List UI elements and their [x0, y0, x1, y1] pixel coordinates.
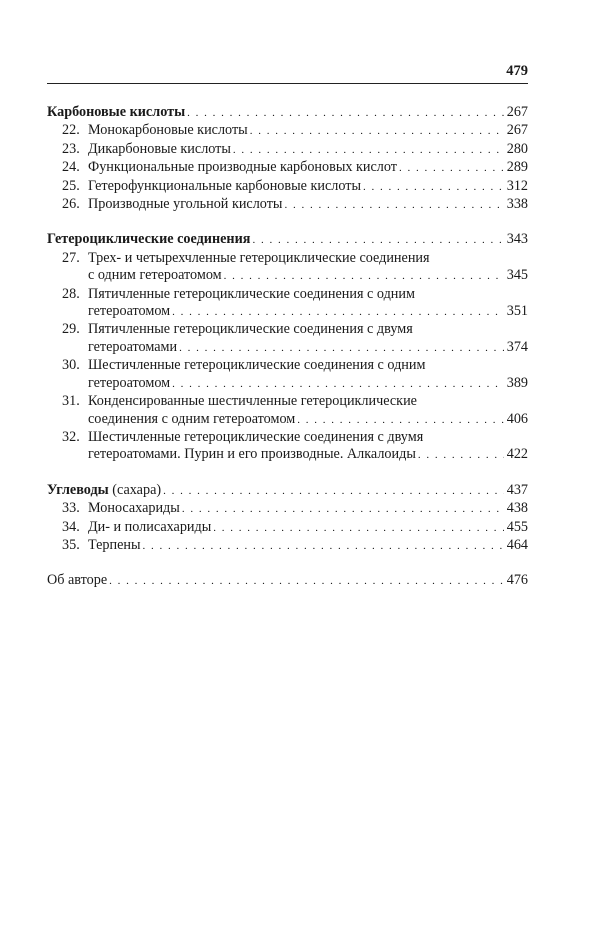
toc-entry-row — [47, 122, 528, 140]
entry-number: 31. — [62, 393, 80, 410]
dot-leader — [172, 304, 504, 321]
entry-label — [62, 519, 211, 536]
section-title — [47, 104, 185, 121]
entry-text: Ди- и полисахариды — [88, 518, 212, 535]
entry-page: 389 — [506, 374, 528, 391]
about-author-page: 476 — [506, 572, 528, 589]
entry-label — [88, 267, 222, 284]
toc-entry-row — [47, 500, 528, 518]
entry-number: 30. — [62, 357, 80, 374]
entry-page: 312 — [506, 177, 528, 194]
entry-page: 464 — [506, 536, 528, 553]
entry-text: Дикарбоновые кислоты — [88, 140, 231, 157]
dot-leader — [213, 520, 504, 537]
entry-page: 406 — [506, 410, 528, 427]
entry-label — [88, 375, 170, 392]
entry-text: Терпены — [88, 536, 141, 553]
entry-text: Шестичленные гетероциклические соединения с одним — [88, 357, 426, 374]
toc-entry-row — [47, 446, 528, 464]
entry-text: Пятичленные гетероциклические соединения с одним — [88, 285, 415, 302]
dot-leader — [363, 179, 504, 196]
entry-page: 374 — [506, 338, 528, 355]
entry-text: гетероатомом — [88, 303, 171, 320]
entry-number: 23. — [62, 140, 80, 157]
section-title — [47, 231, 250, 248]
section-page: 437 — [506, 481, 528, 498]
toc-entry-row — [47, 267, 528, 285]
toc-section — [47, 104, 528, 214]
toc-entry-row — [47, 339, 528, 357]
dot-leader — [399, 160, 504, 177]
section-title-row — [47, 104, 528, 122]
entry-text: Пятичленные гетероциклические соединения с двумя — [88, 321, 413, 338]
entry-text: гетероатомами — [88, 338, 178, 355]
dot-leader — [233, 142, 504, 159]
toc-entry-row — [47, 196, 528, 214]
entry-label — [62, 196, 282, 213]
entry-number: 33. — [62, 500, 80, 517]
header-rule — [47, 83, 528, 84]
entry-number: 28. — [62, 285, 80, 302]
dot-leader — [297, 412, 504, 429]
dot-leader — [418, 447, 504, 464]
section-title-bold: Углеводы — [47, 481, 109, 498]
toc-entry-row — [47, 519, 528, 537]
entry-number: 29. — [62, 321, 80, 338]
entry-text: Гетерофункциональные карбоновые кислоты — [88, 177, 361, 194]
toc-entry-line — [47, 393, 528, 410]
toc-entry-line — [47, 286, 528, 303]
toc-entry-row — [47, 141, 528, 159]
dot-leader — [284, 197, 504, 214]
entry-page: 422 — [506, 446, 528, 463]
entry-label — [88, 446, 416, 463]
section-title-row — [47, 231, 528, 249]
entry-text: Функциональные производные карбоновых кислот — [88, 159, 397, 176]
toc-entry-row — [47, 411, 528, 429]
entry-page: 351 — [506, 303, 528, 320]
dot-leader — [143, 538, 504, 555]
entry-text: Шестичленные гетероциклические соединения с двумя — [88, 428, 424, 445]
toc-entry-row — [47, 159, 528, 177]
entry-label — [88, 339, 177, 356]
entry-number: 24. — [62, 159, 80, 176]
section-title-bold: Гетероциклические соединения — [47, 231, 251, 248]
entry-page: 455 — [506, 518, 528, 535]
toc-entry-row — [47, 303, 528, 321]
entry-number: 27. — [62, 249, 80, 266]
entry-text: соединения с одним гетероатомом — [88, 410, 296, 427]
dot-leader — [179, 340, 504, 357]
entry-text: Трех- и четырехчленные гетероциклические соединения — [88, 249, 430, 266]
entry-number: 26. — [62, 196, 80, 213]
entry-text: гетероатомом — [88, 374, 171, 391]
entry-number: 25. — [62, 177, 80, 194]
entry-number: 34. — [62, 518, 80, 535]
dot-leader — [109, 573, 504, 590]
entry-label — [62, 141, 231, 158]
dot-leader — [250, 123, 504, 140]
entry-page: 267 — [506, 122, 528, 139]
entry-page: 338 — [506, 196, 528, 213]
toc-section — [47, 482, 528, 556]
dot-leader — [172, 376, 504, 393]
table-of-contents — [47, 104, 528, 591]
dot-leader — [252, 232, 504, 249]
about-author-label: Об авторе — [47, 572, 108, 589]
entry-text: Конденсированные шестичленные гетероциклические — [88, 393, 417, 410]
entry-page: 289 — [506, 159, 528, 176]
section-title — [47, 482, 161, 499]
entry-text: Производные угольной кислоты — [88, 196, 283, 213]
section-title-row — [47, 482, 528, 500]
section-page: 267 — [506, 104, 528, 120]
entry-label — [62, 500, 180, 517]
toc-entry-line — [47, 250, 528, 267]
entry-text: Моносахариды — [88, 500, 180, 517]
dot-leader — [224, 268, 504, 285]
toc-entry-line — [47, 429, 528, 446]
entry-label — [62, 178, 361, 195]
entry-label — [62, 537, 141, 554]
entry-number: 35. — [62, 536, 80, 553]
entry-label — [88, 411, 295, 428]
entry-text: гетероатомами. Пурин и его производные. Алкалоиды — [88, 446, 416, 463]
entry-page: 345 — [506, 267, 528, 284]
section-title-bold: Карбоновые кислоты — [47, 104, 186, 120]
entry-page: 280 — [506, 140, 528, 157]
entry-number: 32. — [62, 428, 80, 445]
entry-label — [62, 159, 397, 176]
entry-label — [88, 303, 170, 320]
entry-label — [62, 122, 248, 139]
dot-leader — [187, 105, 504, 122]
dot-leader — [182, 501, 504, 518]
section-title-rest: (сахара) — [108, 481, 162, 498]
about-author-row — [47, 572, 528, 590]
page-number: 479 — [506, 63, 528, 79]
entry-text: с одним гетероатомом — [88, 267, 222, 284]
toc-entry-line — [47, 357, 528, 374]
toc-section — [47, 231, 528, 464]
dot-leader — [163, 483, 504, 500]
entry-page: 438 — [506, 500, 528, 517]
toc-entry-row — [47, 375, 528, 393]
toc-entry-row — [47, 178, 528, 196]
toc-entry-row — [47, 537, 528, 555]
entry-number: 22. — [62, 122, 80, 139]
entry-text: Монокарбоновые кислоты — [88, 122, 248, 139]
section-page: 343 — [506, 231, 528, 248]
toc-entry-line — [47, 321, 528, 338]
